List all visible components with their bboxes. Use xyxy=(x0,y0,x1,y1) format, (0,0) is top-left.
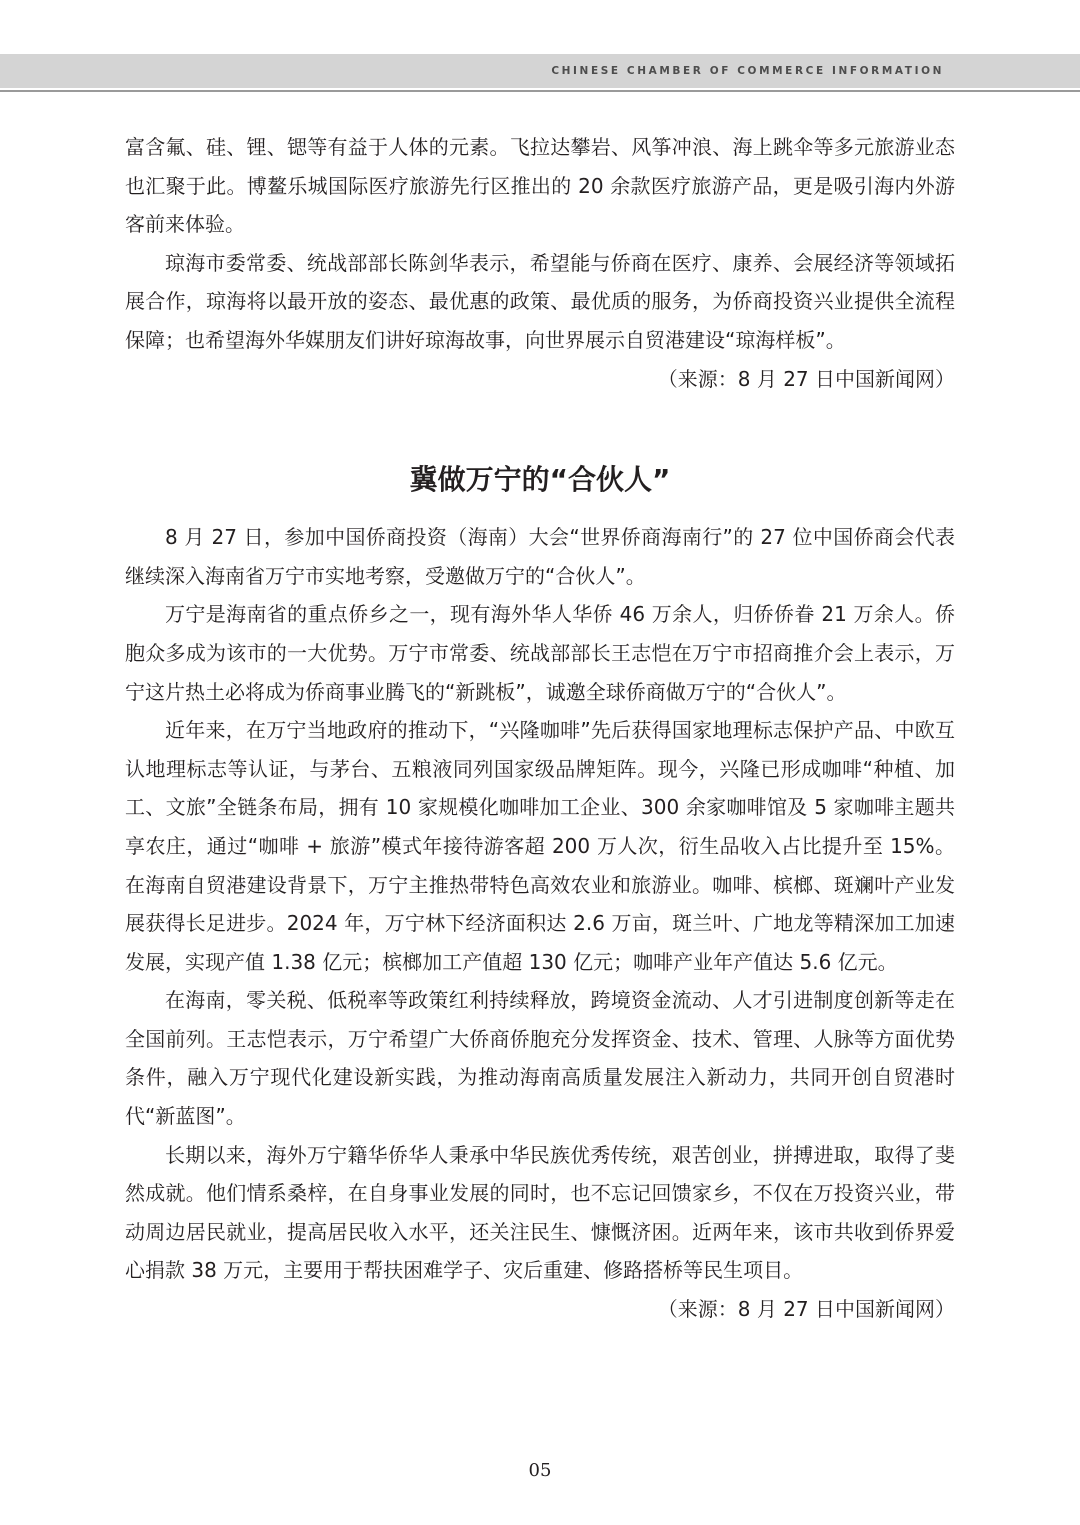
page-content xyxy=(125,128,955,1329)
paragraph: 富含氟、硅、锂、锶等有益于人体的元素。飞拉达攀岩、风筝冲浪、海上跳伞等多元旅游业态也汇聚于此。博鳌乐城国际医疗旅游先行区推出的 20 余款医疗旅游产品，更是吸引海内外游客前来体验。 xyxy=(125,135,955,237)
paragraph: 8 月 27 日，参加中国侨商投资（海南）大会“世界侨商海南行”的 27 位中国侨商会代表继续深入海南省万宁市实地考察，受邀做万宁的“合伙人”。 xyxy=(125,525,955,588)
running-header-title: CHINESE CHAMBER OF COMMERCE INFORMATION xyxy=(551,65,944,77)
paragraph: 近年来，在万宁当地政府的推动下，“兴隆咖啡”先后获得国家地理标志保护产品、中欧互认地理标志等认证，与茅台、五粮液同列国家级品牌矩阵。现今，兴隆已形成咖啡“种植、加工、文旅”全链条布局，拥有 10 家规模化咖啡加工企业、300 余家咖啡馆及 5 家咖啡主题共享农庄，通过“咖啡 + 旅游”模式年接待游客超 200 万人次，衍生品收入占比提升至 15%。在海南自贸港建设背景下，万宁主推热带特色高效农业和旅游业。咖啡、槟榔、斑斓叶产业发展获得长足进步。2024 年，万宁林下经济面积达 2.6 万亩，斑兰叶、广地龙等精深加工加速发展，实现产值 1.38 亿元；槟榔加工产值超 130 亿元；咖啡产业年产值达 5.6 亿元。 xyxy=(125,718,955,974)
previous-article-continuation xyxy=(125,128,955,398)
source-citation: （来源：8 月 27 日中国新闻网） xyxy=(657,366,955,391)
paragraph: 琼海市委常委、统战部部长陈剑华表示，希望能与侨商在医疗、康养、会展经济等领域拓展合作，琼海将以最开放的姿态、最优惠的政策、最优质的服务，为侨商投资兴业提供全流程保障；也希望海外华媒朋友们讲好琼海故事，向世界展示自贸港建设“琼海样板”。 xyxy=(125,250,955,352)
paragraph: 万宁是海南省的重点侨乡之一，现有海外华人华侨 46 万余人，归侨侨眷 21 万余人。侨胞众多成为该市的一大优势。万宁市常委、统战部部长王志恺在万宁市招商推介会上表示，万宁这片热土必将成为侨商事业腾飞的“新跳板”，诚邀全球侨商做万宁的“合伙人”。 xyxy=(125,602,955,704)
header-divider xyxy=(0,90,1080,92)
article xyxy=(125,460,955,1328)
paragraph: 在海南，零关税、低税率等政策红利持续释放，跨境资金流动、人才引进制度创新等走在全国前列。王志恺表示，万宁希望广大侨商侨胞充分发挥资金、技术、管理、人脉等方面优势条件，融入万宁现代化建设新实践，为推动海南高质量发展注入新动力，共同开创自贸港时代“新蓝图”。 xyxy=(125,988,955,1129)
article-title: 冀做万宁的“合伙人” xyxy=(409,463,671,497)
page-number: 05 xyxy=(528,1460,552,1481)
header-band xyxy=(0,54,1080,88)
paragraph: 长期以来，海外万宁籍华侨华人秉承中华民族优秀传统，艰苦创业，拼搏进取，取得了斐然成就。他们情系桑梓，在自身事业发展的同时，也不忘记回馈家乡，不仅在万投资兴业，带动周边居民就业，提高居民收入水平，还关注民生、慷慨济困。近两年来，该市共收到侨界爱心捐款 38 万元，主要用于帮扶困难学子、灾后重建、修路搭桥等民生项目。 xyxy=(125,1142,955,1283)
source-citation: （来源：8 月 27 日中国新闻网） xyxy=(657,1297,955,1322)
